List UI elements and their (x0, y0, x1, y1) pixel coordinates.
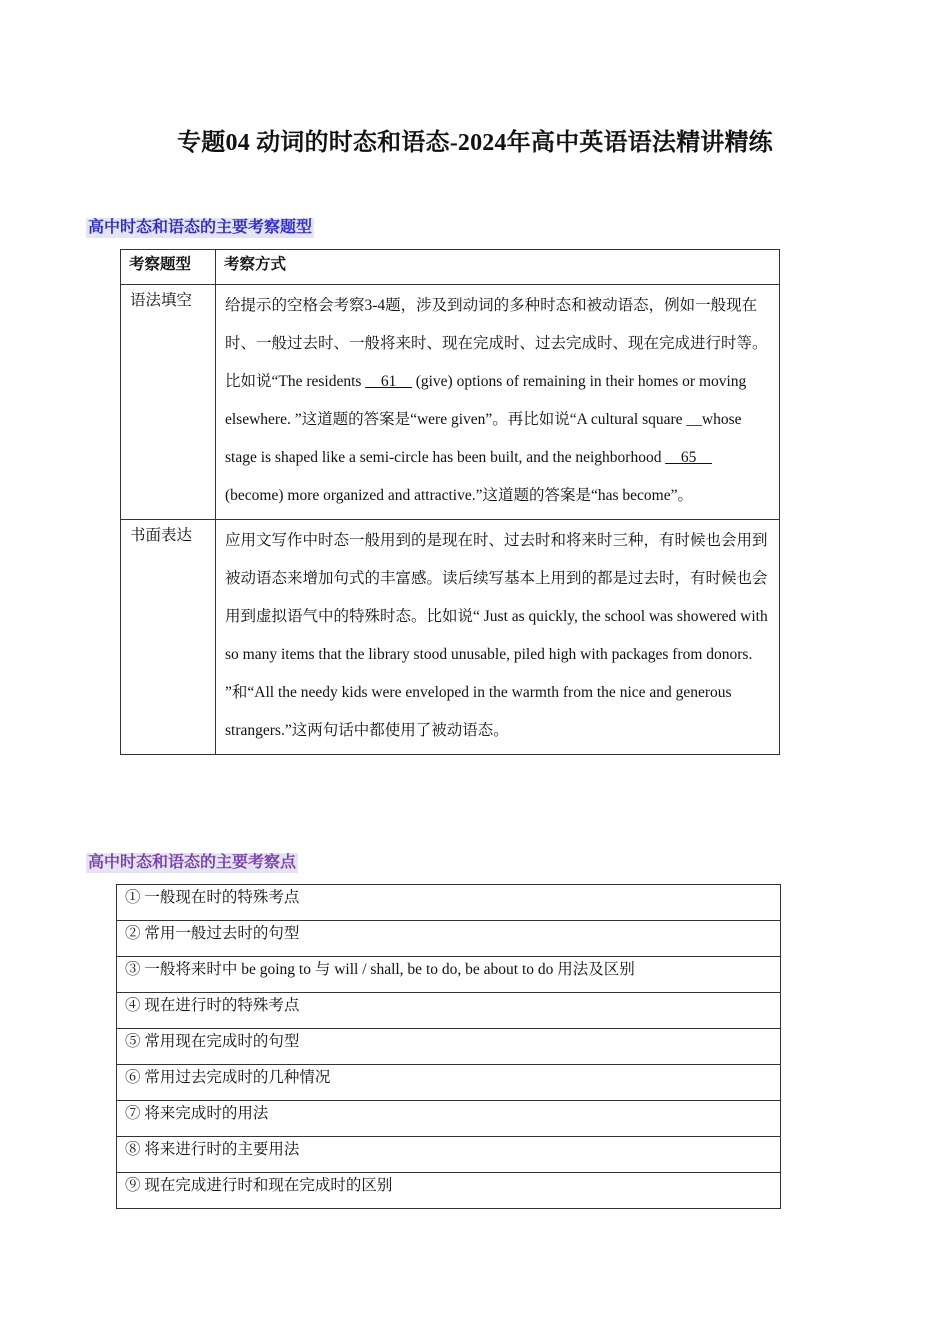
question-type-cell: 书面表达 (121, 520, 216, 755)
list-item: ⑦ 将来完成时的用法 (117, 1101, 781, 1137)
list-item: ④ 现在进行时的特殊考点 (117, 993, 781, 1029)
page-title: 专题04 动词的时态和语态-2024年高中英语语法精讲精练 (177, 130, 773, 156)
method-text: (give) options of remaining in their homes or moving elsewhere. ”这道题的答案是“were given”。再比如说“A cultural square __whose stage is shaped like a semi-circle has been built, and the neighborhood (225, 373, 747, 466)
question-types-table (120, 249, 780, 755)
column-header-type: 考察题型 (121, 250, 216, 285)
table-row (121, 285, 780, 520)
list-item: ⑤ 常用现在完成时的句型 (117, 1029, 781, 1065)
list-item: ③ 一般将来时中 be going to 与 will / shall, be to do, be about to do 用法及区别 (117, 957, 781, 993)
table-header-row (121, 250, 780, 285)
key-points-table (116, 884, 781, 1209)
blank-61: __61__ (365, 373, 412, 390)
method-text: (become) more organized and attractive.”这道题的答案是“has become”。 (225, 487, 693, 504)
question-method-cell (216, 285, 780, 520)
list-item: ⑥ 常用过去完成时的几种情况 (117, 1065, 781, 1101)
method-text: 给提示的空格会考察3-4题，涉及到动词的多种时态和被动语态，例如一般现在时、一般过去时、一般将来时、现在完成时、过去完成时、现在完成进行时等。比如说“The residents (225, 297, 768, 390)
list-item: ⑨ 现在完成进行时和现在完成时的区别 (117, 1173, 781, 1209)
list-item: ① 一般现在时的特殊考点 (117, 885, 781, 921)
section-heading-question-types: 高中时态和语态的主要考察题型 (88, 219, 313, 236)
section-heading-key-points: 高中时态和语态的主要考察点 (88, 854, 297, 871)
question-type-cell: 语法填空 (121, 285, 216, 520)
question-method-cell: 应用文写作中时态一般用到的是现在时、过去时和将来时三种，有时候也会用到被动语态来增加句式的丰富感。读后续写基本上用到的都是过去时，有时候也会用到虚拟语气中的特殊时态。比如说“ Just as quickly, the school was showered with so many items that the library stood unusable, piled high with packages from donors. ”和“All the needy kids were enveloped in the warmth from the nice and generous strangers.”这两句话中都使用了被动语态。 (216, 520, 780, 755)
blank-65: __65__ (665, 449, 712, 466)
list-item: ② 常用一般过去时的句型 (117, 921, 781, 957)
column-header-method: 考察方式 (216, 250, 780, 285)
list-item: ⑧ 将来进行时的主要用法 (117, 1137, 781, 1173)
table-row (121, 520, 780, 755)
